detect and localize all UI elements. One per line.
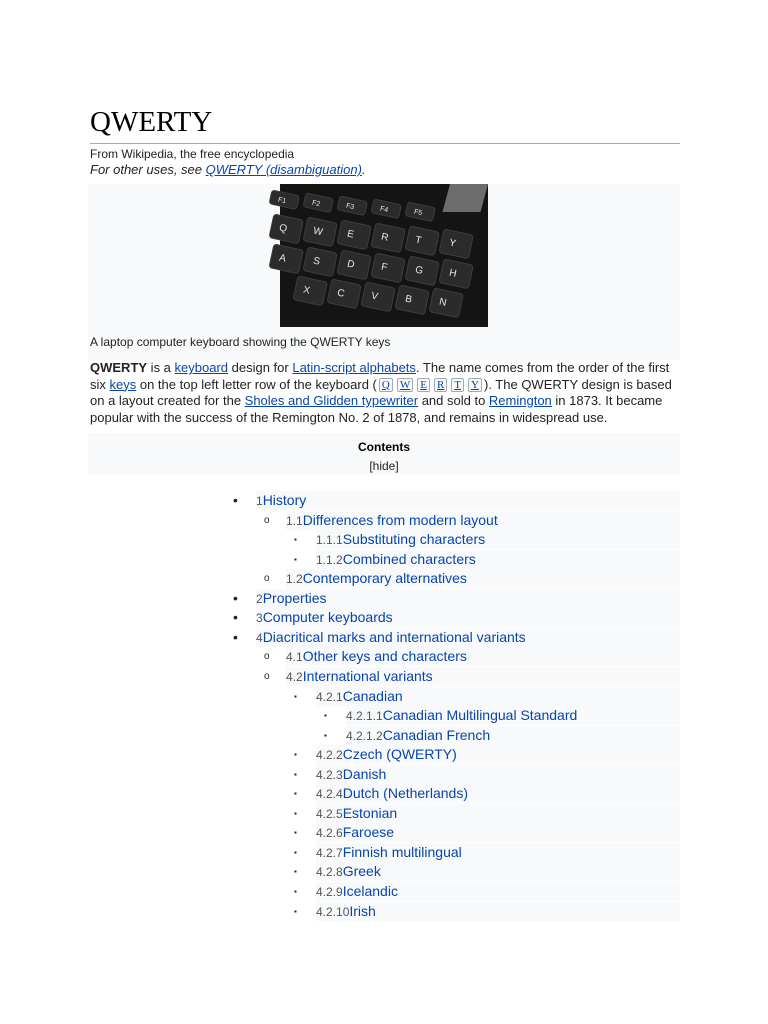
toc-item[interactable] <box>286 511 680 530</box>
toc-bullet: ▪ <box>294 555 297 564</box>
keycap-label: D <box>346 258 356 271</box>
toc-item[interactable] <box>256 589 680 608</box>
toc-item-link[interactable]: Properties <box>262 590 327 606</box>
toc-bullet: ▪ <box>294 848 297 857</box>
keycap-label: Y <box>448 237 457 250</box>
keycap-label: Q <box>278 222 288 235</box>
toc-item-number: 1 <box>256 494 263 508</box>
toc-item-link[interactable]: Diacritical marks and international variants <box>262 629 526 645</box>
toc-header <box>88 433 680 474</box>
toc-item[interactable] <box>286 647 680 666</box>
toc-item[interactable] <box>316 804 680 823</box>
key-r[interactable]: R <box>434 378 447 392</box>
figure <box>88 184 680 360</box>
toc-item-link[interactable]: Contemporary alternatives <box>302 570 467 586</box>
toc-item-link[interactable]: Greek <box>342 863 381 879</box>
toc-item-link[interactable]: Faroese <box>342 824 395 840</box>
toc-item-number: 2 <box>256 592 263 606</box>
toc-item-number: 4.2.6 <box>316 826 343 840</box>
toc-bullet: ▪ <box>294 535 297 544</box>
title-divider <box>90 143 680 144</box>
toc-item[interactable] <box>316 862 680 881</box>
toc-item-link[interactable]: Canadian <box>342 688 403 704</box>
toc-bullet: o <box>264 515 270 526</box>
keycap-label: G <box>414 264 424 277</box>
toc-item[interactable] <box>316 823 680 842</box>
key-e[interactable]: E <box>417 378 430 392</box>
keycap-label: N <box>438 296 448 309</box>
toc-item-number: 4.2.9 <box>316 885 343 899</box>
toc-item[interactable] <box>256 628 680 647</box>
site-tagline: From Wikipedia, the free encyclopedia <box>90 147 295 161</box>
toc-item-number: 4.2.10 <box>316 905 350 919</box>
toc-item-link[interactable]: Finnish multilingual <box>342 844 462 860</box>
hatnote-suffix: . <box>361 162 366 177</box>
keyboard-illustration <box>277 184 488 327</box>
keycap-label: C <box>336 287 346 300</box>
keycap-label: F1 <box>277 196 287 206</box>
key-y[interactable]: Y <box>468 378 482 392</box>
sholes-glidden-link[interactable]: Sholes and Glidden typewriter <box>244 393 419 408</box>
toc-item[interactable] <box>316 902 680 921</box>
keycap-label: W <box>312 225 324 239</box>
toc-bullet: o <box>264 671 270 682</box>
toc-hide-toggle[interactable]: [hide] <box>369 459 399 473</box>
keycap-label: F <box>380 261 389 274</box>
toc-item-link[interactable]: Differences from modern layout <box>302 512 498 528</box>
keyboard-frame <box>442 184 488 212</box>
toc-bullet: ▪ <box>294 828 297 837</box>
toc-bullet: • <box>233 629 238 645</box>
toc-item-number: 4.2.4 <box>316 787 343 801</box>
toc-item-number: 4.2.8 <box>316 865 343 879</box>
toc-item[interactable] <box>316 550 680 569</box>
key-q[interactable]: Q <box>379 378 393 392</box>
toc-item-number: 4.2.2 <box>316 748 343 762</box>
toc-item[interactable] <box>316 765 680 784</box>
toc-item-link[interactable]: Canadian Multilingual Standard <box>382 707 578 723</box>
toc-bullet: ▪ <box>294 867 297 876</box>
toc-bullet: ▪ <box>294 887 297 896</box>
page-title: QWERTY <box>90 106 213 138</box>
toc-item-link[interactable]: Irish <box>349 903 376 919</box>
toc-item-number: 3 <box>256 611 263 625</box>
lead-text: on the top left letter row of the keyboard ( <box>136 376 377 392</box>
toc-bullet: ▪ <box>324 731 327 740</box>
latin-script-link[interactable]: Latin-script alphabets <box>292 360 416 375</box>
lead-text: in 1873. It became popular with the success of the Remington No. 2 of 1878, and remains in widespread use. <box>90 393 663 425</box>
toc-item-link[interactable]: Czech (QWERTY) <box>342 746 457 762</box>
figure-caption: A laptop computer keyboard showing the QWERTY keys <box>90 335 391 349</box>
toc-item[interactable] <box>316 745 680 764</box>
toc-bullet: • <box>233 590 238 606</box>
toc-item-link[interactable]: Substituting characters <box>342 531 486 547</box>
toc-item-link[interactable]: History <box>262 492 307 508</box>
toc-item-number: 4.2.1.1 <box>346 709 383 723</box>
keycap-label: F3 <box>345 202 355 212</box>
toc-item[interactable] <box>286 667 680 686</box>
toc-title: Contents <box>358 440 410 454</box>
toc-bullet: ▪ <box>294 692 297 701</box>
keycap-label: H <box>448 267 458 280</box>
key-t[interactable]: T <box>451 378 464 392</box>
toc-bullet: ▪ <box>294 907 297 916</box>
toc-item-number: 1.1.1 <box>316 533 343 547</box>
toc-item-number: 4.1 <box>286 650 303 664</box>
keycap-label: T <box>414 234 423 247</box>
toc-item[interactable] <box>256 608 680 627</box>
toc-item-number: 1.1.2 <box>316 553 343 567</box>
lead-text: is a <box>147 360 175 375</box>
keycap-label: X <box>302 284 311 297</box>
keyboard-photo[interactable] <box>277 184 488 327</box>
keycap-label: B <box>404 293 413 306</box>
lead-text: and sold to <box>418 393 489 408</box>
disambiguation-link[interactable]: QWERTY (disambiguation) <box>205 162 362 177</box>
toc-item[interactable] <box>346 706 680 725</box>
keycap-label: F4 <box>379 205 389 215</box>
toc-bullet: • <box>233 609 238 625</box>
key-w[interactable]: W <box>397 378 413 392</box>
toc-item-number: 4.2.1 <box>316 690 343 704</box>
toc-bullet: ▪ <box>294 750 297 759</box>
toc-bullet: ▪ <box>294 770 297 779</box>
keycap-label: E <box>346 228 355 241</box>
toc-item-number: 4 <box>256 631 263 645</box>
lead-text: design for <box>228 360 293 375</box>
keycap-label: V <box>370 290 379 303</box>
keyboard-link[interactable]: keyboard <box>174 360 229 375</box>
toc-item-link[interactable]: Canadian French <box>382 727 491 743</box>
toc-item-number: 4.2 <box>286 670 303 684</box>
toc-item[interactable] <box>316 843 680 862</box>
toc-item-link[interactable]: Other keys and characters <box>302 648 467 664</box>
keycap-label: F5 <box>413 208 423 218</box>
keycap-label: F2 <box>311 199 321 209</box>
remington-link[interactable]: Remington <box>488 393 552 408</box>
toc-item[interactable] <box>256 491 680 510</box>
lead-bold-term: QWERTY <box>90 360 148 375</box>
toc-item[interactable] <box>346 726 680 745</box>
toc-item-link[interactable]: Estonian <box>342 805 398 821</box>
toc-bullet: o <box>264 651 270 662</box>
toc-bullet: ▪ <box>294 809 297 818</box>
keycap-label: A <box>278 252 287 265</box>
toc-item[interactable] <box>286 569 680 588</box>
toc-item-number: 4.2.5 <box>316 807 343 821</box>
toc-bullet: ▪ <box>294 789 297 798</box>
toc-item[interactable] <box>316 687 680 706</box>
toc-item[interactable] <box>316 784 680 803</box>
toc-item-link[interactable]: Danish <box>342 766 387 782</box>
keycap-label: R <box>380 231 390 244</box>
toc-item-number: 4.2.7 <box>316 846 343 860</box>
toc-item-link[interactable]: International variants <box>302 668 433 684</box>
lead-text: ). The QWERTY design is based on a layout created for the <box>90 376 672 408</box>
toc-bullet: ▪ <box>324 711 327 720</box>
hatnote <box>90 162 366 177</box>
lead-paragraph <box>90 360 680 426</box>
toc-item-link[interactable]: Dutch (Netherlands) <box>342 785 468 801</box>
toc-item-link[interactable]: Computer keyboards <box>262 609 393 625</box>
toc-item[interactable] <box>316 530 680 549</box>
hatnote-prefix: For other uses, see <box>90 162 206 177</box>
toc-item-number: 4.2.3 <box>316 768 343 782</box>
toc-item-number: 4.2.1.2 <box>346 729 383 743</box>
lead-text: . The name comes from the order of the first six <box>90 360 670 392</box>
toc-bullet: o <box>264 573 270 584</box>
toc-bullet: • <box>233 492 238 508</box>
toc-item-number: 1.1 <box>286 514 303 528</box>
toc-item-number: 1.2 <box>286 572 303 586</box>
toc-item-link[interactable]: Combined characters <box>342 551 476 567</box>
toc-item-link[interactable]: Icelandic <box>342 883 398 899</box>
keycap-label: S <box>312 255 321 268</box>
toc-item[interactable] <box>316 882 680 901</box>
keys-link[interactable]: keys <box>109 376 137 392</box>
